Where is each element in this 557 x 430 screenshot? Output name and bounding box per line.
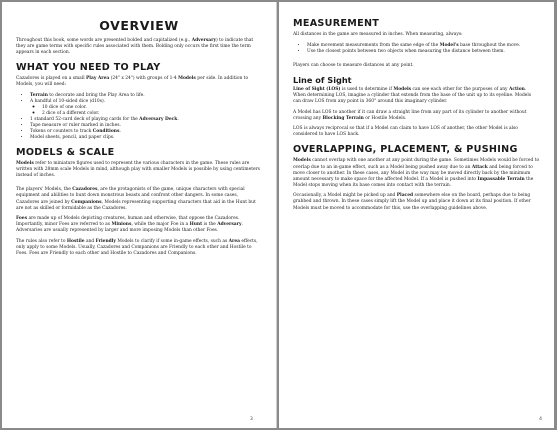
page-number: 4 bbox=[539, 417, 542, 422]
term: Line of Sight (LOS) bbox=[293, 86, 341, 92]
term: Adversary Deck bbox=[139, 117, 178, 122]
models-paragraph-2 bbox=[16, 187, 262, 211]
text-run: or Hostile Models. bbox=[363, 115, 407, 121]
models-paragraph-3 bbox=[16, 216, 262, 234]
text-run: to decorate and bring the Play Area to life. bbox=[47, 93, 145, 98]
intro-paragraph bbox=[16, 38, 262, 56]
page-number: 3 bbox=[250, 417, 253, 422]
text-run: Players can choose to measure distances at any point. bbox=[293, 62, 414, 68]
text-run: Tokens or counters to track bbox=[30, 129, 93, 134]
text-run: can see each other for the purposes of any bbox=[411, 86, 509, 92]
text-run: All distances in the game are measured in inches. When measuring, always: bbox=[293, 32, 463, 38]
text-run: ) to indicate that they are game terms with specific rules associated with them. Bolding only occurs the first time the term appears in each section. bbox=[16, 38, 254, 56]
text-run: somewhere else on the board, perhaps due to being grabbed and thrown. In these cases simply lift the Model up and place it down at its final position. If other Models must be moved to accommodate for this, use the overlapping guidelines above. bbox=[293, 193, 531, 211]
text-run: and being forced to move closer to another. In these cases, any Model in the way may be moved directly back by the minimum amount necessary to make space for the affected Model. If a Model is pushed into bbox=[293, 164, 533, 182]
term: Blocking Terrain bbox=[322, 115, 364, 121]
list-item bbox=[30, 135, 262, 141]
term: Attack bbox=[471, 164, 488, 170]
text-run: Models to clarify if some in-game effects, such as bbox=[115, 238, 229, 244]
los-paragraph-2 bbox=[293, 110, 540, 122]
what-you-need-paragraph bbox=[16, 76, 262, 88]
term: Models bbox=[16, 161, 34, 167]
term: Minions bbox=[111, 222, 132, 228]
text-run: Use the closest points between two objects when measuring the distance between them. bbox=[307, 48, 505, 54]
text-run: LOS is always reciprocal so that if a Model can claim to have LOS of another, the other Model is also considered to have LOS back. bbox=[293, 126, 518, 138]
text-run: A Model has LOS to another if it can draw a straight line from any part of its cylinder to another without crossing any bbox=[293, 109, 527, 121]
text-run: base throughout the move. bbox=[458, 42, 521, 48]
models-paragraph-4 bbox=[16, 239, 262, 257]
los-paragraph-3 bbox=[293, 126, 540, 138]
measurement-paragraph-1 bbox=[293, 32, 540, 38]
text-run: . bbox=[177, 117, 179, 122]
term: Area bbox=[228, 238, 240, 244]
term: Friendly bbox=[95, 238, 116, 244]
text-run: . bbox=[119, 129, 121, 134]
term: Play Area bbox=[86, 76, 110, 82]
section-heading-what-you-need: WHAT YOU NEED TO PLAY bbox=[16, 62, 161, 74]
term: Action bbox=[508, 86, 525, 92]
text-run: . Adversaries are usually represented by larger and more imposing Models than other Foes. bbox=[16, 222, 243, 234]
term: Companions bbox=[71, 199, 102, 205]
los-paragraph-1 bbox=[293, 87, 540, 105]
text-run: are made up of Models depicting creatures, human and otherwise, that oppose the Cazadores. Importantly, minor Foes are referred to as bbox=[16, 216, 240, 228]
term: Model's bbox=[439, 42, 459, 48]
term: Models bbox=[393, 86, 412, 92]
text-run: is the bbox=[202, 222, 218, 228]
text-run: the Model stops moving when its base comes into contact with the terrain. bbox=[293, 176, 534, 188]
text-run: 1 standard 52-card deck of playing cards for the bbox=[30, 117, 140, 122]
text-run: (24" x 24") with groups of 1-4 bbox=[109, 76, 179, 82]
sub-list bbox=[30, 105, 262, 117]
sub-list-item: ◦ 10 dice of one color. bbox=[42, 105, 262, 111]
text-run: . When determining LOS, imagine a cylinder that extends from the base of the unit up to its eyeline. Models can draw LOS from any point in 360° around this imaginary cylinder. bbox=[293, 86, 532, 104]
overlapping-paragraph-2 bbox=[293, 193, 540, 211]
text-run: The rules also refer to bbox=[16, 238, 67, 244]
term: Impassable Terrain bbox=[477, 176, 525, 182]
text-run: , are the protagonists of the game, unique characters with special equipment and abilities to hunt down monstrous beasts and confront other dangers. In some cases, Cazadores are joined by bbox=[16, 187, 245, 205]
text-run: Throughout this book, some words are presented bolded and capitalized (e.g., bbox=[16, 38, 192, 43]
page-title: OVERVIEW bbox=[99, 18, 179, 33]
text-run: refer to miniature figures used to represent the various characters in the game. These rules are written with 28mm scale Models in mind, although play with smaller Models is possible by using centimeters instead of inches. bbox=[16, 161, 260, 179]
text-run: Model sheets, pencil, and paper clips. bbox=[30, 135, 115, 140]
term: Placed bbox=[396, 193, 414, 199]
section-heading-models-scale: MODELS & SCALE bbox=[16, 147, 115, 158]
term: Models bbox=[178, 76, 196, 82]
term: Conditions bbox=[92, 129, 120, 134]
text-run: The players' Models, the bbox=[16, 187, 73, 193]
term: Adversary bbox=[217, 222, 242, 228]
measurement-list bbox=[293, 43, 540, 55]
text-run: is used to determine if bbox=[340, 86, 394, 92]
text-run: A handful of 10-sided dice (d10s). bbox=[30, 99, 106, 104]
requirements-list bbox=[16, 93, 262, 141]
term: Cazadores bbox=[72, 187, 98, 193]
measurement-paragraph-2 bbox=[293, 63, 540, 69]
sub-list-item: ◦ 2 dice of a different color. bbox=[42, 111, 262, 117]
text-run: Occasionally, a Model might be picked up and bbox=[293, 193, 397, 199]
text-run: , Models representing supporting characters that aid in the Hunt but are not as skilled or formidable as the Cazadores. bbox=[16, 199, 256, 211]
text-run: , while the major Foe in a bbox=[131, 222, 190, 228]
term: Hunt bbox=[189, 222, 203, 228]
section-heading-overlapping: OVERLAPPING, PLACEMENT, & PUSHING bbox=[293, 144, 518, 156]
term: Adversary bbox=[191, 38, 217, 43]
term: Models bbox=[293, 158, 311, 164]
text-run: Tape measure or ruler marked in inches. bbox=[30, 123, 121, 128]
text-run: and bbox=[84, 238, 96, 244]
text-run: effects, only apply to some Models. Usually, Cazadores and Companions are Friendly to each other and Hostile to Foes. Foes are Friendly to each other and Hostile to Cazadores and Companions. bbox=[16, 238, 258, 257]
overlapping-paragraph-1 bbox=[293, 158, 540, 188]
book-spread bbox=[2, 2, 555, 428]
section-heading-measurement: MEASUREMENT bbox=[293, 18, 380, 29]
term: Hostile bbox=[66, 238, 85, 244]
text-run: Make movement measurements from the same edge of the bbox=[307, 42, 440, 48]
section-heading-line-of-sight: Line of Sight bbox=[293, 74, 352, 85]
list-item bbox=[30, 99, 262, 117]
term: Foes bbox=[16, 216, 28, 222]
text-run: Cazadores is played on a small bbox=[16, 76, 86, 82]
right-page bbox=[279, 2, 554, 428]
text-run: per side. In addition to Models, you will need: bbox=[16, 76, 249, 88]
text-run: cannot overlap with one another at any point during the game. Sometimes Models would be forced to overlap due to an in-game effect, such as a Model being pushed away due to an bbox=[293, 158, 540, 170]
left-page bbox=[2, 2, 277, 428]
models-paragraph-1 bbox=[16, 161, 262, 179]
term: Terrain bbox=[30, 93, 48, 98]
list-item bbox=[307, 49, 540, 55]
